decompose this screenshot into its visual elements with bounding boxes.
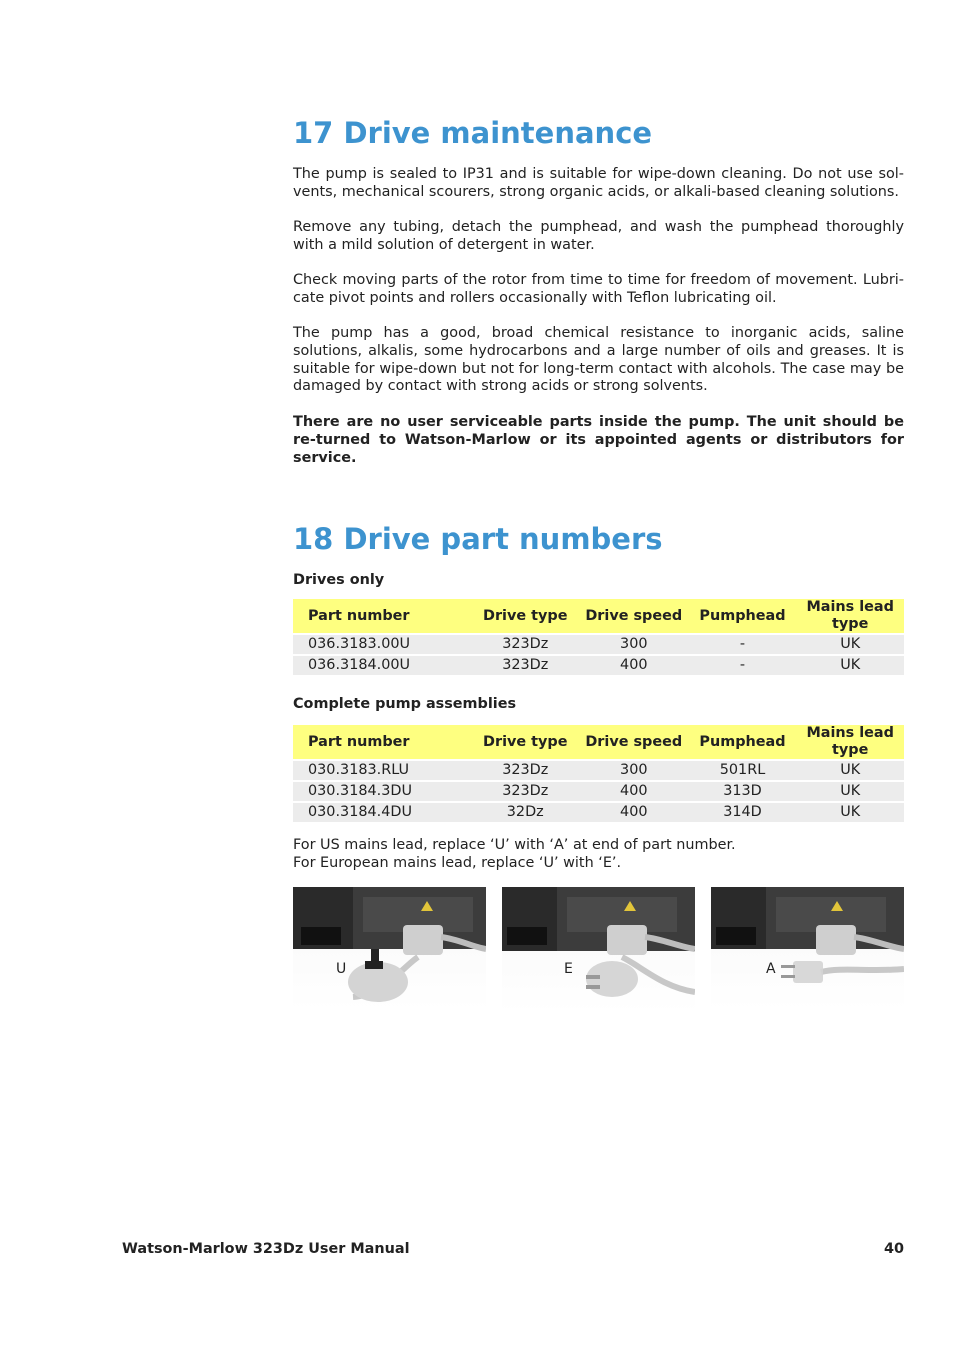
uk-plug-photo — [293, 887, 486, 1010]
warning-text: There are no user serviceable parts inside the pump. The unit should be re-turned to Watson-Marlow or its appointed agents or distributors for service. — [293, 414, 904, 466]
table-cell: UK — [796, 655, 904, 675]
subheading-drives-only: Drives only — [293, 572, 385, 588]
plug-label-a: A — [766, 961, 776, 977]
table-cell: 32Dz — [472, 802, 580, 822]
table-row — [293, 781, 904, 802]
table-cell: UK — [796, 760, 904, 781]
table-cell: 501RL — [689, 760, 797, 781]
section-title: 18 Drive part numbers — [293, 522, 663, 556]
eu-plug-illustration — [502, 887, 695, 1013]
paragraph-cleaning: The pump is sealed to IP31 and is suitable for wipe-down cleaning. Do not use sol-vents, mechanical scourers, strong organic acids, or alkali-based cleaning solutions. — [293, 166, 904, 200]
table-cell: 314D — [689, 802, 797, 822]
plug-label-u: U — [336, 961, 347, 977]
section-title: 17 Drive maintenance — [293, 116, 653, 150]
section-drive-part-numbers — [293, 522, 904, 556]
table-cell: 313D — [689, 781, 797, 802]
us-plug-illustration — [711, 887, 904, 1010]
table-cell: 030.3184.4DU — [293, 802, 472, 822]
mains-lead-notes — [293, 837, 904, 873]
note-us-lead: For US mains lead, replace ‘U’ with ‘A’ at end of part number. — [293, 837, 736, 853]
paragraph-washing: Remove any tubing, detach the pumphead, and wash the pumphead thoroughly with a mild solution of detergent in water. — [293, 219, 904, 253]
maintenance-paragraph — [293, 272, 904, 308]
table-cell: 036.3183.00U — [293, 634, 471, 655]
col-header: Pumphead — [689, 725, 797, 760]
maintenance-paragraph — [293, 166, 904, 202]
table-cell: 323Dz — [471, 634, 579, 655]
table-cell: 323Dz — [471, 655, 579, 675]
subheading-complete-assemblies: Complete pump assemblies — [293, 696, 517, 712]
col-header: Part number — [293, 725, 472, 760]
maintenance-paragraph — [293, 219, 904, 255]
table-cell: 030.3184.3DU — [293, 781, 472, 802]
table-row — [293, 634, 904, 655]
table-cell: 323Dz — [472, 760, 580, 781]
col-header: Drive speed — [579, 599, 689, 634]
section-drive-maintenance — [293, 116, 904, 150]
col-header: Drive type — [472, 725, 580, 760]
uk-plug-illustration — [293, 887, 486, 1010]
complete-assemblies-table — [293, 725, 904, 822]
table-row — [293, 760, 904, 781]
plug-label-e: E — [564, 961, 573, 977]
table-cell: UK — [796, 781, 904, 802]
col-header: Drive speed — [579, 725, 689, 760]
table-cell: 400 — [579, 655, 689, 675]
manual-title: Watson-Marlow 323Dz User Manual — [122, 1241, 410, 1257]
page-footer — [122, 1241, 904, 1257]
table-row — [293, 655, 904, 675]
table-cell: 323Dz — [472, 781, 580, 802]
table-cell: - — [689, 655, 797, 675]
warning-note — [293, 414, 904, 467]
table-header-row — [293, 725, 904, 760]
drives-only-table-wrap — [293, 599, 904, 675]
table-cell: UK — [796, 802, 904, 822]
table-cell: - — [689, 634, 797, 655]
table-cell: 300 — [579, 634, 689, 655]
table-cell: 036.3184.00U — [293, 655, 471, 675]
table-cell: 030.3183.RLU — [293, 760, 472, 781]
paragraph-chemical-resistance: The pump has a good, broad chemical resistance to inorganic acids, saline solutions, alkalis, some hydrocarbons and a large number of oils and greases. It is suitable for wipe-down but not for long-term contact with alcohols. The case may be damaged by contact with strong acids or strong solvents. — [293, 325, 904, 395]
maintenance-paragraph — [293, 325, 904, 396]
paragraph-lubrication: Check moving parts of the rotor from time to time for freedom of movement. Lubri-cate pivot points and rollers occasionally with Teflon lubricating oil. — [293, 272, 904, 306]
col-header: Part number — [293, 599, 471, 634]
col-header: Mains lead type — [796, 725, 904, 760]
col-header: Mains lead type — [796, 599, 904, 634]
eu-plug-photo — [502, 887, 695, 1013]
note-eu-lead: For European mains lead, replace ‘U’ with ‘E’. — [293, 854, 622, 871]
table-cell: UK — [796, 634, 904, 655]
col-header: Pumphead — [689, 599, 797, 634]
table-cell: 400 — [579, 802, 689, 822]
table-cell: 300 — [579, 760, 689, 781]
drives-only-table — [293, 599, 904, 675]
table-cell: 400 — [579, 781, 689, 802]
col-header: Drive type — [471, 599, 579, 634]
page-number: 40 — [883, 1241, 904, 1257]
us-plug-photo — [711, 887, 904, 1010]
table-header-row — [293, 599, 904, 634]
complete-assemblies-table-wrap — [293, 725, 904, 822]
table-row — [293, 802, 904, 822]
